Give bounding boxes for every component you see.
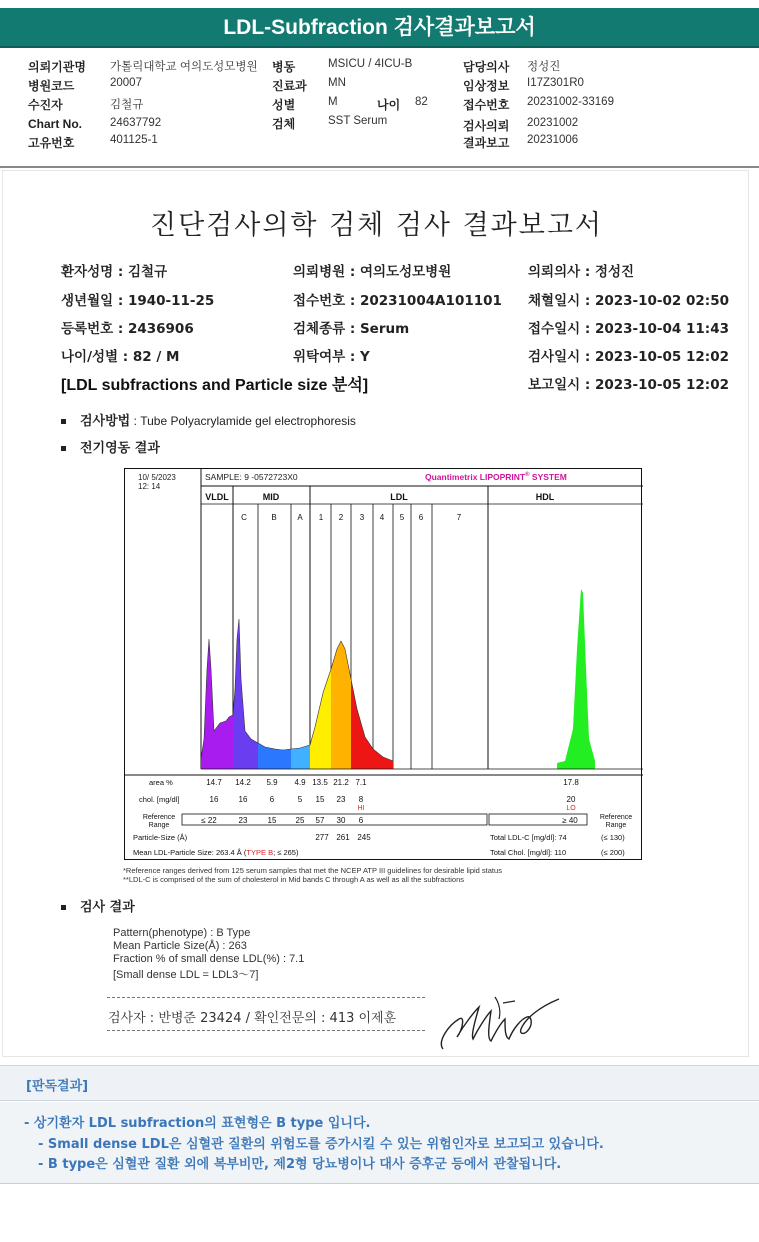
chart-sample: SAMPLE: 9 -0572723X0 — [205, 472, 298, 482]
document-title: 진단검사의학 검체 검사 결과보고서 — [150, 210, 603, 241]
doctor-value: 정성진 — [527, 61, 561, 73]
report-date-label: 결과보고 — [463, 136, 510, 150]
band-area — [373, 749, 393, 769]
recno-value: 20231002-33169 — [527, 96, 614, 108]
chol-value: 5 — [297, 795, 303, 804]
uid-value: 401125-1 — [110, 134, 158, 146]
footnote-1: *Reference ranges derived from 125 serum samples that met the NCEP ATP III guidelines for desirable lipid status — [123, 866, 502, 875]
interpretation-body — [0, 1102, 759, 1184]
area-value: 17.8 — [563, 778, 579, 787]
bullet-icon — [61, 419, 66, 424]
ref-right-2: Range — [605, 822, 627, 829]
data-table — [125, 775, 643, 857]
ref-label-2: Range — [148, 822, 170, 829]
ref-label-1: Reference — [142, 814, 176, 821]
total-chol-ref: (≤ 200) — [601, 848, 625, 857]
electrophoresis-label: 전기영동 결과 — [80, 441, 160, 456]
zone-label: MID — [262, 492, 280, 502]
result-fraction: Fraction % of small dense LDL(%) : 7.1 — [113, 953, 305, 965]
sex-value: M — [328, 96, 338, 108]
area-label: area % — [149, 778, 173, 787]
particle-size-value: 245 — [357, 833, 371, 842]
clinical-label: 임상정보 — [463, 79, 510, 93]
area-value: 14.2 — [235, 778, 251, 787]
uid-label: 고유번호 — [28, 136, 75, 150]
test-time: 검사일시 : 2023-10-05 12:02 — [528, 349, 729, 365]
ward-value: MSICU / 4ICU-B — [328, 58, 413, 70]
total-ldl: Total LDL-C [mg/dl]: 74 — [490, 833, 567, 842]
registration-number: 등록번호 : 2436906 — [61, 321, 194, 337]
spectrum-area — [201, 589, 643, 769]
ref-range-box — [182, 814, 487, 825]
area-value: 21.2 — [333, 778, 349, 787]
age-value: 82 — [415, 96, 428, 108]
chol-value: 23 — [336, 795, 346, 804]
handwritten-signature — [435, 989, 565, 1057]
sex-label: 성별 — [272, 98, 296, 112]
ref-value: 23 — [238, 816, 248, 825]
bullet-icon — [61, 446, 66, 451]
patient-name: 환자성명 : 김철규 — [61, 264, 168, 280]
band-label: 5 — [399, 513, 405, 522]
ward-label: 병동 — [272, 60, 296, 74]
age-label: 나이 — [377, 98, 401, 112]
ref-hdl-value: ≥ 40 — [562, 816, 578, 825]
area-value: 13.5 — [312, 778, 328, 787]
specimen-label: 검체 — [272, 117, 296, 131]
lab-report-document — [2, 170, 749, 1057]
chart-date: 10/ 5/2023 — [138, 473, 176, 482]
interpretation-header — [0, 1065, 759, 1101]
interpretation-line-1: - 상기환자 LDL subfraction의 표현형은 B type 입니다. — [24, 1116, 371, 1131]
dept-value: MN — [328, 77, 346, 89]
report-title: LDL-Subfraction 검사결과보고서 — [0, 8, 759, 48]
chol-value: 6 — [269, 795, 275, 804]
signature-divider-bottom — [107, 1030, 425, 1031]
ref-right-1: Reference — [599, 814, 633, 821]
hi-flag: HI — [357, 805, 365, 812]
receipt-number: 접수번호 : 20231004A101101 — [293, 293, 502, 309]
band-label: A — [297, 513, 303, 522]
particle-size-label: Particle-Size (Å) — [133, 833, 188, 842]
band-label: B — [271, 513, 277, 522]
method-label: 검사방법 — [80, 414, 131, 429]
chart-time: 12: 14 — [138, 482, 161, 491]
zone-label: LDL — [390, 492, 408, 502]
zone-label: HDL — [535, 492, 555, 502]
doctor-label: 담당의사 — [463, 60, 510, 74]
section-title: [LDL subfractions and Particle size 분석] — [61, 377, 369, 394]
report-time: 보고일시 : 2023-10-05 12:02 — [528, 377, 729, 393]
reqdate-label: 검사의뢰 — [463, 119, 510, 133]
chol-value: 15 — [315, 795, 325, 804]
result-mean-size: Mean Particle Size(Å) : 263 — [113, 940, 247, 952]
name-label: 수진자 — [28, 98, 63, 112]
hospcode-value: 20007 — [110, 77, 142, 89]
birth-date: 생년월일 : 1940-11-25 — [61, 293, 215, 309]
inst-label: 의뢰기관명 — [28, 60, 86, 74]
recno-label: 접수번호 — [463, 98, 510, 112]
band-label: C — [241, 513, 247, 522]
chart-no-value: 24637792 — [110, 117, 162, 129]
band-label: 3 — [359, 513, 365, 522]
area-value: 5.9 — [266, 778, 278, 787]
total-ldl-ref: (≤ 130) — [601, 833, 625, 842]
ref-value: 6 — [358, 816, 364, 825]
signature-divider-top — [107, 997, 425, 998]
result-definition: [Small dense LDL = LDL3～7] — [113, 969, 259, 981]
ref-value: 25 — [295, 816, 305, 825]
interpretation-line-3: - B type은 심혈관 질환 외에 복부비만, 제2형 당뇨병이나 대사 증후군 등에서 관찰됩니다. — [38, 1157, 562, 1172]
area-value: 4.9 — [294, 778, 306, 787]
request-hospital: 의뢰병원 : 여의도성모병원 — [293, 264, 452, 280]
chol-value: 16 — [238, 795, 248, 804]
dept-label: 진료과 — [272, 79, 307, 93]
hospcode-label: 병원코드 — [28, 79, 75, 93]
age-sex: 나이/성별 : 82 / M — [61, 349, 180, 365]
ref-value: 30 — [336, 816, 346, 825]
footnote-2: **LDL-C is comprised of the sum of cholesterol in Mid bands C through A as well as all the subfractions — [123, 875, 465, 884]
interpretation-line-2: - Small dense LDL은 심혈관 질환의 위험도를 증가시킬 수 있는 위험인자로 보고되고 있습니다. — [38, 1137, 604, 1152]
outsourced: 위탁여부 : Y — [293, 349, 370, 365]
specimen-type: 검체종류 : Serum — [293, 321, 410, 337]
zone-label: VLDL — [205, 492, 229, 502]
ref-value: 15 — [267, 816, 277, 825]
area-value: 7.1 — [355, 778, 367, 787]
collection-time: 채혈일시 : 2023-10-02 02:50 — [528, 293, 729, 309]
electrophoresis-bullet — [61, 437, 160, 456]
method-bullet — [61, 410, 356, 429]
lipoprint-chart — [124, 468, 642, 860]
result-label: 검사 결과 — [80, 900, 135, 915]
total-chol: Total Chol. [mg/dl]: 110 — [490, 848, 567, 857]
specimen-value: SST Serum — [328, 115, 388, 127]
reqdate-value: 20231002 — [527, 117, 579, 129]
ref-value: 57 — [315, 816, 325, 825]
clinical-value: I17Z301R0 — [527, 77, 584, 89]
method-value: : Tube Polyacrylamide gel electrophoresis — [130, 414, 356, 428]
particle-size-value: 277 — [315, 833, 329, 842]
inst-value: 가톨릭대학교 여의도성모병원 — [110, 61, 258, 73]
receipt-time: 접수일시 : 2023-10-04 11:43 — [528, 321, 729, 337]
result-bullet — [61, 896, 135, 915]
report-date-value: 20231006 — [527, 134, 579, 146]
band-label: 4 — [379, 513, 385, 522]
result-pattern: Pattern(phenotype) : B Type — [113, 927, 251, 939]
chol-value: 8 — [358, 795, 364, 804]
lipoprint-svg — [125, 469, 643, 861]
band-area — [557, 589, 595, 769]
order-header — [0, 52, 759, 168]
chol-value: 20 — [566, 795, 576, 804]
bullet-icon — [61, 905, 66, 910]
signature-line: 검사자 : 반병준 23424 / 확인전문의 : 413 이제훈 — [108, 1011, 397, 1026]
band-area — [310, 669, 331, 769]
particle-size-value: 261 — [336, 833, 350, 842]
chart-system-label: Quantimetrix LIPOPRINT® SYSTEM — [425, 472, 567, 482]
mean-particle-size: Mean LDL-Particle Size: 263.4 Å (TYPE B; ≤ 265) — [133, 848, 299, 857]
chol-label: chol. [mg/dl] — [139, 795, 180, 804]
band-area — [258, 743, 291, 769]
band-area — [331, 641, 351, 769]
band-label: 6 — [418, 513, 424, 522]
chol-value: 16 — [209, 795, 219, 804]
band-label: 1 — [318, 513, 324, 522]
chart-no-label: Chart No. — [28, 117, 82, 131]
band-area — [351, 679, 373, 769]
band-label: 7 — [456, 513, 462, 522]
request-doctor: 의뢰의사 : 정성진 — [528, 264, 635, 280]
name-value: 김철규 — [110, 99, 144, 111]
lo-flag: LO — [566, 805, 576, 812]
area-value: 14.7 — [206, 778, 222, 787]
interpretation-title: [판독결과] — [26, 1079, 89, 1094]
band-label: 2 — [338, 513, 344, 522]
ref-value: ≤ 22 — [201, 816, 217, 825]
